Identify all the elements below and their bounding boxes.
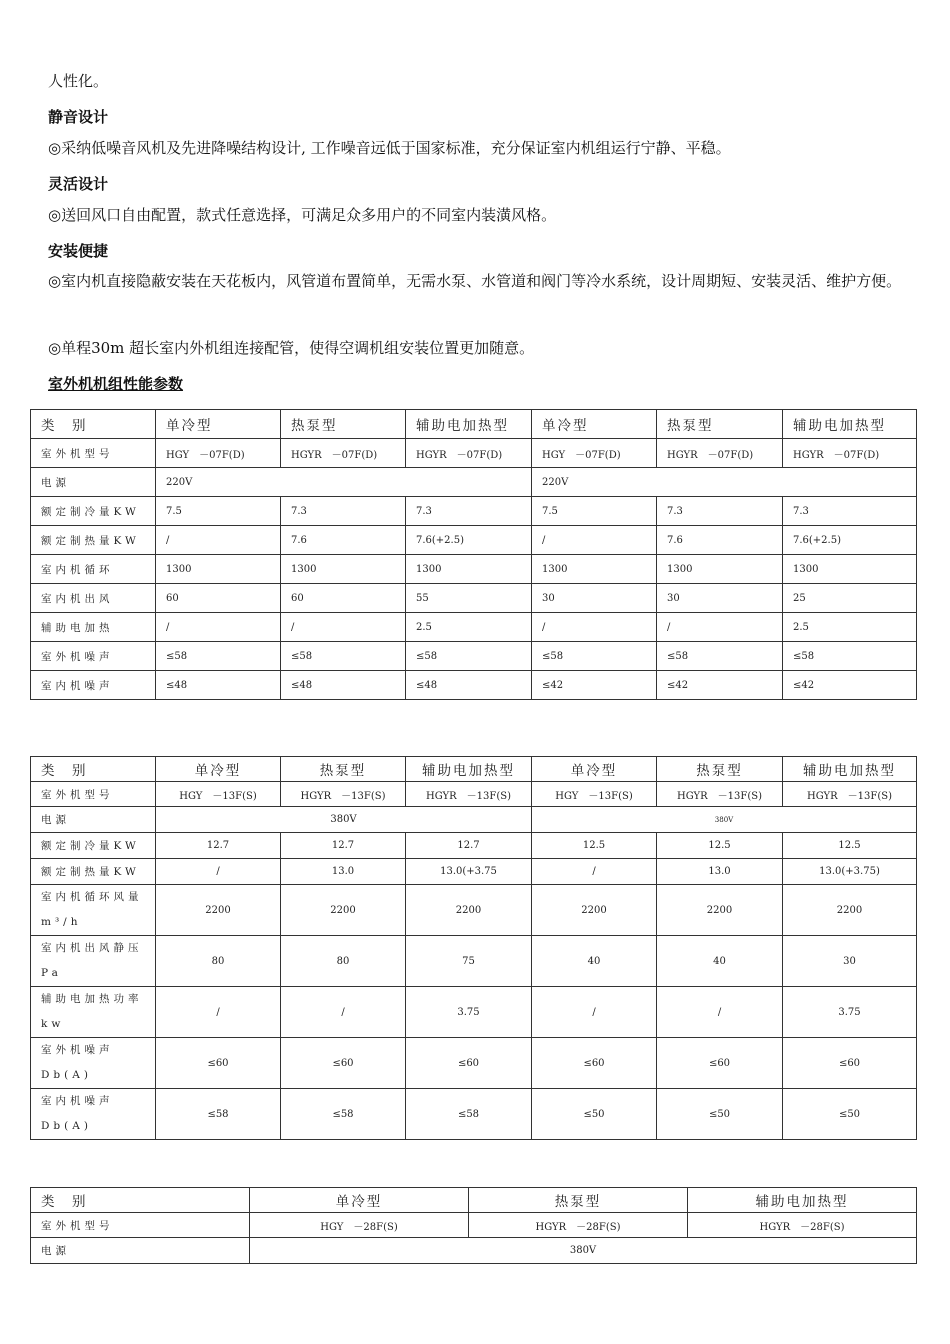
- table-row: [31, 1089, 917, 1140]
- value-cell: /: [156, 859, 281, 885]
- heading-quiet-design: 静音设计: [48, 108, 109, 126]
- value-cell: 30: [783, 936, 917, 987]
- value-cell: ≤58: [156, 1089, 281, 1140]
- model-cell: HGYR －13F(S): [406, 782, 532, 807]
- header-cell: 单冷型: [156, 757, 281, 782]
- para-easy-install: ◎室内机直接隐蔽安装在天花板内，风管道布置简单，无需水泵、水管道和阀门等冷水系统，设计周期短、安装灵活、维护方便。: [48, 272, 902, 290]
- value-cell: 75: [406, 936, 532, 987]
- model-cell: HGYR －13F(S): [657, 782, 783, 807]
- value-cell: ≤58: [783, 642, 917, 671]
- value-cell: 7.3: [281, 497, 406, 526]
- table-row: [31, 584, 917, 613]
- row-label: 电源: [31, 1238, 250, 1264]
- row-label: 辅助电加热功率kw: [31, 987, 156, 1038]
- header-cell: 热泵型: [469, 1188, 688, 1213]
- row-label: 额定制热量KW: [31, 526, 156, 555]
- table-row: [31, 642, 917, 671]
- row-label: 室内机循环: [31, 555, 156, 584]
- header-cell: 热泵型: [281, 410, 406, 439]
- table-row: [31, 987, 917, 1038]
- row-label: 室外机型号: [31, 782, 156, 807]
- value-cell: ≤58: [281, 1089, 406, 1140]
- header-cell: 类 别: [31, 410, 156, 439]
- table-row: [31, 671, 917, 700]
- heading-flexible-design: 灵活设计: [48, 175, 109, 193]
- value-cell: ≤58: [156, 642, 281, 671]
- row-label: 额定制冷量KW: [31, 833, 156, 859]
- table-row: [31, 936, 917, 987]
- value-cell: 60: [281, 584, 406, 613]
- para-flexible-design: ◎送回风口自由配置，款式任意选择，可满足众多用户的不同室内装潢风格。: [48, 206, 557, 224]
- value-cell: /: [532, 526, 657, 555]
- value-cell: 25: [783, 584, 917, 613]
- value-cell: 12.7: [156, 833, 281, 859]
- value-cell: 12.7: [406, 833, 532, 859]
- table-row: [31, 807, 917, 833]
- value-cell: /: [156, 526, 281, 555]
- table-row: [31, 833, 917, 859]
- value-cell: ≤60: [532, 1038, 657, 1089]
- model-cell: HGYR －07F(D): [281, 439, 406, 468]
- value-cell: 13.0: [281, 859, 406, 885]
- value-cell: 80: [281, 936, 406, 987]
- table-row: [31, 439, 917, 468]
- table-row: [31, 468, 917, 497]
- value-cell: ≤42: [783, 671, 917, 700]
- header-cell: 辅助电加热型: [783, 757, 917, 782]
- value-cell: 3.75: [406, 987, 532, 1038]
- value-cell: 1300: [281, 555, 406, 584]
- value-cell: ≤58: [532, 642, 657, 671]
- value-cell: 7.3: [657, 497, 783, 526]
- value-cell: 2200: [156, 885, 281, 936]
- value-cell: ≤50: [657, 1089, 783, 1140]
- row-label: 室内机噪声Db(A): [31, 1089, 156, 1140]
- table-row: [31, 613, 917, 642]
- value-cell: 40: [532, 936, 657, 987]
- model-cell: HGYR －13F(S): [281, 782, 406, 807]
- value-cell: /: [532, 987, 657, 1038]
- value-cell: 7.5: [532, 497, 657, 526]
- header-cell: 辅助电加热型: [406, 757, 532, 782]
- value-cell: 1300: [156, 555, 281, 584]
- header-cell: 热泵型: [657, 757, 783, 782]
- value-cell: 13.0: [657, 859, 783, 885]
- value-cell: /: [657, 987, 783, 1038]
- value-cell: ≤60: [281, 1038, 406, 1089]
- table-row: [31, 1038, 917, 1089]
- spec-table-28: [30, 1187, 917, 1264]
- model-cell: HGYR －28F(S): [688, 1213, 917, 1238]
- value-cell: 2200: [657, 885, 783, 936]
- row-label: 额定制冷量KW: [31, 497, 156, 526]
- power-cell: 380V: [250, 1238, 917, 1264]
- table-row: [31, 859, 917, 885]
- value-cell: 60: [156, 584, 281, 613]
- header-cell: 辅助电加热型: [688, 1188, 917, 1213]
- value-cell: 7.6: [657, 526, 783, 555]
- value-cell: ≤58: [406, 1089, 532, 1140]
- row-label: 室内机噪声: [31, 671, 156, 700]
- intro-tail: 人性化。: [48, 72, 109, 90]
- spec-table-07: [30, 409, 917, 700]
- header-cell: 单冷型: [532, 410, 657, 439]
- value-cell: 2200: [406, 885, 532, 936]
- table-row: [31, 1238, 917, 1264]
- model-cell: HGYR －07F(D): [783, 439, 917, 468]
- header-cell: 单冷型: [250, 1188, 469, 1213]
- header-cell: 单冷型: [156, 410, 281, 439]
- value-cell: ≤42: [532, 671, 657, 700]
- value-cell: ≤48: [281, 671, 406, 700]
- model-cell: HGY －13F(S): [532, 782, 657, 807]
- model-cell: HGYR －07F(D): [657, 439, 783, 468]
- header-cell: 类 别: [31, 757, 156, 782]
- header-cell: 类 别: [31, 1188, 250, 1213]
- row-label: 额定制热量KW: [31, 859, 156, 885]
- power-cell: 380V: [156, 807, 532, 833]
- value-cell: 2200: [281, 885, 406, 936]
- row-label: 室外机噪声Db(A): [31, 1038, 156, 1089]
- heading-outdoor-params: 室外机机组性能参数: [48, 375, 184, 393]
- row-label: 室外机型号: [31, 439, 156, 468]
- row-label: 电源: [31, 468, 156, 497]
- value-cell: 55: [406, 584, 532, 613]
- value-cell: ≤60: [156, 1038, 281, 1089]
- value-cell: 12.7: [281, 833, 406, 859]
- model-cell: HGY －13F(S): [156, 782, 281, 807]
- value-cell: /: [657, 613, 783, 642]
- value-cell: 13.0(+3.75): [783, 859, 917, 885]
- table-row: [31, 1213, 917, 1238]
- power-cell: 220V: [156, 468, 532, 497]
- value-cell: 30: [657, 584, 783, 613]
- value-cell: 7.3: [406, 497, 532, 526]
- table-row: [31, 885, 917, 936]
- model-cell: HGY －07F(D): [532, 439, 657, 468]
- value-cell: /: [281, 987, 406, 1038]
- header-cell: 辅助电加热型: [406, 410, 532, 439]
- value-cell: ≤50: [532, 1089, 657, 1140]
- model-cell: HGYR －28F(S): [469, 1213, 688, 1238]
- value-cell: 1300: [532, 555, 657, 584]
- model-cell: HGY －07F(D): [156, 439, 281, 468]
- value-cell: /: [281, 613, 406, 642]
- value-cell: ≤60: [406, 1038, 532, 1089]
- value-cell: ≤48: [156, 671, 281, 700]
- value-cell: 13.0(+3.75: [406, 859, 532, 885]
- value-cell: /: [532, 613, 657, 642]
- table-header-row: [31, 1188, 917, 1213]
- value-cell: /: [156, 613, 281, 642]
- value-cell: ≤48: [406, 671, 532, 700]
- row-label: 室内机出风静压Pa: [31, 936, 156, 987]
- row-label: 室外机噪声: [31, 642, 156, 671]
- table-row: [31, 526, 917, 555]
- value-cell: ≤58: [281, 642, 406, 671]
- model-cell: HGYR －07F(D): [406, 439, 532, 468]
- table-row: [31, 497, 917, 526]
- value-cell: ≤42: [657, 671, 783, 700]
- value-cell: ≤58: [657, 642, 783, 671]
- value-cell: ≤58: [406, 642, 532, 671]
- power-cell: 380V: [532, 807, 917, 833]
- spec-table-13: [30, 756, 917, 1140]
- value-cell: 2200: [783, 885, 917, 936]
- value-cell: 7.6(+2.5): [406, 526, 532, 555]
- header-cell: 辅助电加热型: [783, 410, 917, 439]
- para-long-pipe: ◎单程30m 超长室内外机组连接配管，使得空调机组安装位置更加随意。: [48, 339, 535, 357]
- power-cell: 220V: [532, 468, 917, 497]
- value-cell: /: [532, 859, 657, 885]
- row-label: 辅助电加热: [31, 613, 156, 642]
- table-row: [31, 555, 917, 584]
- header-cell: 热泵型: [657, 410, 783, 439]
- value-cell: ≤50: [783, 1089, 917, 1140]
- value-cell: ≤60: [783, 1038, 917, 1089]
- value-cell: ≤60: [657, 1038, 783, 1089]
- value-cell: 12.5: [532, 833, 657, 859]
- header-cell: 热泵型: [281, 757, 406, 782]
- value-cell: 12.5: [783, 833, 917, 859]
- row-label: 室外机型号: [31, 1213, 250, 1238]
- value-cell: 1300: [657, 555, 783, 584]
- heading-easy-install: 安装便捷: [48, 242, 109, 260]
- value-cell: 40: [657, 936, 783, 987]
- table-header-row: [31, 757, 917, 782]
- value-cell: 3.75: [783, 987, 917, 1038]
- value-cell: 12.5: [657, 833, 783, 859]
- model-cell: HGYR －13F(S): [783, 782, 917, 807]
- header-cell: 单冷型: [532, 757, 657, 782]
- row-label: 室内机循环风量m³/h: [31, 885, 156, 936]
- table-row: [31, 782, 917, 807]
- value-cell: 80: [156, 936, 281, 987]
- value-cell: 2.5: [406, 613, 532, 642]
- row-label: 电源: [31, 807, 156, 833]
- value-cell: 1300: [783, 555, 917, 584]
- value-cell: 2200: [532, 885, 657, 936]
- value-cell: 1300: [406, 555, 532, 584]
- value-cell: 7.5: [156, 497, 281, 526]
- value-cell: 7.3: [783, 497, 917, 526]
- value-cell: 7.6: [281, 526, 406, 555]
- para-quiet-design: ◎采纳低噪音风机及先进降噪结构设计, 工作噪音远低于国家标准，充分保证室内机组运行宁静、平稳。: [48, 139, 731, 157]
- value-cell: 7.6(+2.5): [783, 526, 917, 555]
- model-cell: HGY －28F(S): [250, 1213, 469, 1238]
- value-cell: 2.5: [783, 613, 917, 642]
- value-cell: /: [156, 987, 281, 1038]
- row-label: 室内机出风: [31, 584, 156, 613]
- value-cell: 30: [532, 584, 657, 613]
- table-header-row: [31, 410, 917, 439]
